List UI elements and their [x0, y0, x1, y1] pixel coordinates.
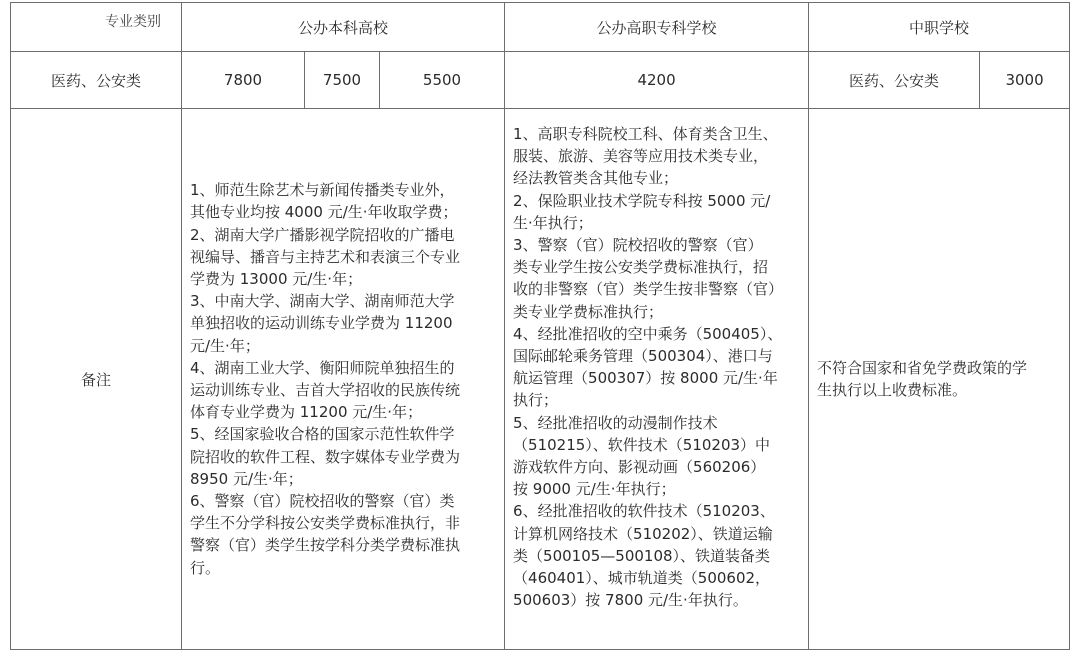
secondary-fee: 3000 — [980, 52, 1070, 109]
note-line: 服装、旅游、美容等应用技术类专业， — [513, 147, 769, 166]
note-line: 类（500105—500108）、铁道装备类 — [513, 546, 771, 565]
note-line: 运动训练专业、吉首大学招收的民族传统 — [190, 381, 461, 399]
note-line: 500603）按 7800 元/生·年执行。 — [513, 591, 748, 610]
note-line: 其他专业均按 4000 元/生·年收取学费； — [190, 203, 458, 222]
note-line: 国际邮轮乘务管理（500304）、港口与 — [513, 347, 773, 366]
note-line: 5、经国家验收合格的国家示范性软件学 — [190, 425, 455, 444]
note-line: 收的非警察（官）类学生按非警察（官） — [513, 280, 784, 299]
note-line: 游戏软件方向、影视动画（560206） — [513, 458, 766, 477]
undergrad-notes — [182, 109, 505, 650]
note-line: 1、师范生除艺术与新闻传播类专业外， — [190, 181, 455, 200]
header-secondary-vocational: 中职学校 — [809, 3, 1070, 52]
note-line: 生·年执行； — [513, 213, 593, 232]
note-line: 类专业学费标准执行； — [513, 302, 664, 321]
row-label-notes: 备注 — [11, 109, 182, 650]
note-line: 视编导、播音与主持艺术和表演三个专业 — [190, 247, 461, 266]
note-line: 学生不分学科按公安类学费标准执行，非 — [190, 514, 461, 533]
secondary-notes — [809, 109, 1070, 650]
note-line: 单独招收的运动训练专业学费为 11200 — [190, 314, 453, 333]
undergrad-fee-2: 7500 — [305, 52, 380, 109]
header-public-undergrad: 公办本科高校 — [182, 3, 505, 52]
header-public-vocational: 公办高职专科学校 — [505, 3, 809, 52]
note-line: 航运管理（500307）按 8000 元/生·年 — [513, 369, 778, 388]
note-line: 不符合国家和省免学费政策的学 — [817, 358, 1028, 377]
note-line: 执行； — [513, 391, 559, 410]
note-line: 4、湖南工业大学、衡阳师院单独招生的 — [190, 358, 455, 377]
note-line: 学费为 13000 元/生·年； — [190, 269, 363, 288]
vocational-notes — [505, 109, 809, 650]
note-line: 按 9000 元/生·年执行； — [513, 480, 676, 499]
note-line: 1、高职专科院校工科、体育类含卫生、 — [513, 125, 778, 143]
note-line: 8950 元/生·年； — [190, 469, 303, 488]
note-line: 经法教管类含其他专业； — [513, 169, 679, 188]
note-line: 3、警察（官）院校招收的警察（官） — [513, 236, 763, 255]
note-line: （510215）、软件技术（510203）中 — [513, 435, 771, 454]
note-line: 2、湖南大学广播影视学院招收的广播电 — [190, 225, 455, 244]
vocational-fee: 4200 — [505, 52, 809, 109]
corner-label: 专业类别 — [105, 14, 161, 30]
note-line: 元/生·年； — [190, 336, 260, 355]
note-line: 警察（官）类学生按学科分类学费标准执 — [190, 536, 461, 555]
note-line: 4、经批准招收的空中乘务（500405）、 — [513, 324, 783, 343]
notes-row — [11, 109, 1070, 650]
note-line: （460401）、城市轨道类（500602， — [513, 569, 771, 588]
note-line: 计算机网络技术（510202）、铁道运输 — [513, 524, 773, 543]
note-line: 院招收的软件工程、数字媒体专业学费为 — [190, 447, 461, 466]
note-line: 6、警察（官）院校招收的警察（官）类 — [190, 492, 455, 511]
header-corner-cell — [11, 3, 182, 52]
note-line: 5、经批准招收的动漫制作技术 — [513, 413, 718, 432]
note-line: 行。 — [190, 558, 221, 577]
note-line: 体育专业学费为 11200 元/生·年； — [190, 403, 423, 422]
note-line: 6、经批准招收的软件技术（510203、 — [513, 502, 775, 521]
undergrad-fee-1: 7800 — [182, 52, 305, 109]
tuition-fee-table — [10, 2, 1070, 650]
note-line: 类专业学生按公安类学费标准执行，招 — [513, 258, 769, 277]
medical-police-row — [11, 52, 1070, 109]
note-line: 3、中南大学、湖南大学、湖南师范大学 — [190, 292, 455, 311]
secondary-label: 医药、公安类 — [809, 52, 980, 109]
row-label-medical: 医药、公安类 — [11, 52, 182, 109]
note-line: 2、保险职业技术学院专科按 5000 元/ — [513, 191, 771, 210]
header-row — [11, 3, 1070, 52]
undergrad-fee-3: 5500 — [380, 52, 505, 109]
note-line: 生执行以上收费标准。 — [817, 381, 968, 399]
